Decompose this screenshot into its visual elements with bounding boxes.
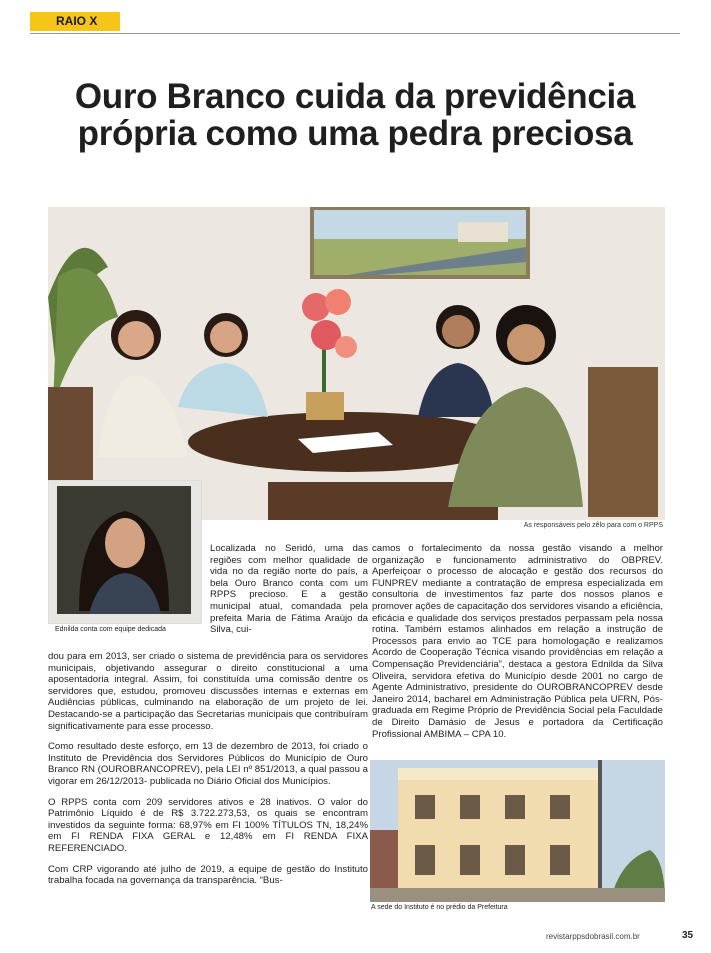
article-body-col1-intro	[210, 543, 368, 645]
paragraph-4: Com CRP vigorando até julho de 2019, a equipe de gestão do Instituto trabalha focada na governança da transparência. “Bus-	[48, 863, 368, 887]
inset-portrait-photo	[48, 480, 202, 624]
building-caption: A sede do Instituto é no prédio da Prefeitura	[371, 904, 508, 911]
section-tag: RAIO X	[30, 12, 120, 31]
paragraph-1: dou para em 2013, ser criado o sistema de previdência para os servidores municipais, objetivando assegurar o direito constitucional a uma aposentadoria integral. Assim, foi constituída uma comissão dentre os servidores que, estudou, promoveu discussões internas e externas em Audiências públicas, culminando na elaboração de um projeto de lei. Destacando-se a participação das Secretarias municipais que contribuíram significativamente para esse processo.	[48, 651, 368, 732]
footer-website: revistarppsdobrasil.com.br	[546, 932, 640, 941]
article-body-col2	[372, 543, 663, 749]
headline: Ouro Branco cuida da previdência própria como uma pedra preciosa	[74, 77, 636, 153]
main-photo-caption: As responsáveis pelo zêlo para com o RPPS	[523, 522, 663, 529]
paragraph-3: O RPPS conta com 209 servidores ativos e 28 inativos. O valor do Patrimônio Líquido é de R$ 3.722.273,53, os quais se encontram investidos da seguinte forma: 68,97% em FI 100% TÍTULOS TN, 18,24% em FI RENDA FIXA GERAL e 12,48% em FI RENDA FIXA REFERENCIADO.	[48, 796, 368, 854]
paragraph-2: Como resultado deste esforço, em 13 de dezembro de 2013, foi criado o Instituto de Previdência dos Servidores Públicos do Município de Ouro Branco RN (OUROBRANCOPREV), pela LEI nº 851/2013, a qual passou a vigorar em 26/12/2013- publicada no Diário Oficial dos Municípios.	[48, 741, 368, 787]
paragraph-5: camos o fortalecimento da nossa gestão visando a melhor organização e funcionamento administrativo do OBPREV. Aperfeiçoar o processo de alocação e gestão dos recursos do FUNPREV mediante a contratação de empresa especializada em consultoria de investimentos faz parte dos nossos planos e promover ações de capacitação dos servidores visando a eficiência, eficácia e qualidade dos serviços prestados perpassam pela nossa rotina. Também estamos alinhados em relação a instrução de Processos para envio ao TCE para homologação e realizamos Acordo de Cooperação Técnica visando providências em relação a Compensação Previdenciária”, destaca a gestora Ednilda da Silva Oliveira, servidora efetiva do Município desde 2001 no cargo de Agente Administrativo, presidente do OUROBRANCOPREV desde Janeiro 2014, bacharel em Administração Pública pela UFRN, Pós-graduada em Regime Próprio de Previdência Social pela Faculdade de Direito Damásio de Jesus e portadora da Certificação Profissional AMBIMA – CPA 10.	[372, 543, 663, 740]
top-divider	[30, 33, 680, 34]
building-photo	[370, 760, 665, 902]
paragraph-intro: Localizada no Seridó, uma das regiões com melhor qualidade de vida no da região norte do país, a bela Ouro Branco conta com um RPPS precioso. E a gestão municipal atual, comandada pela prefeita Maria de Fátima Araújo da Silva, cui-	[210, 543, 368, 636]
page-number: 35	[682, 930, 694, 941]
main-photo	[48, 207, 665, 520]
inset-caption: Ednilda conta com equipe dedicada	[55, 626, 166, 633]
article-body-col1	[48, 651, 368, 896]
